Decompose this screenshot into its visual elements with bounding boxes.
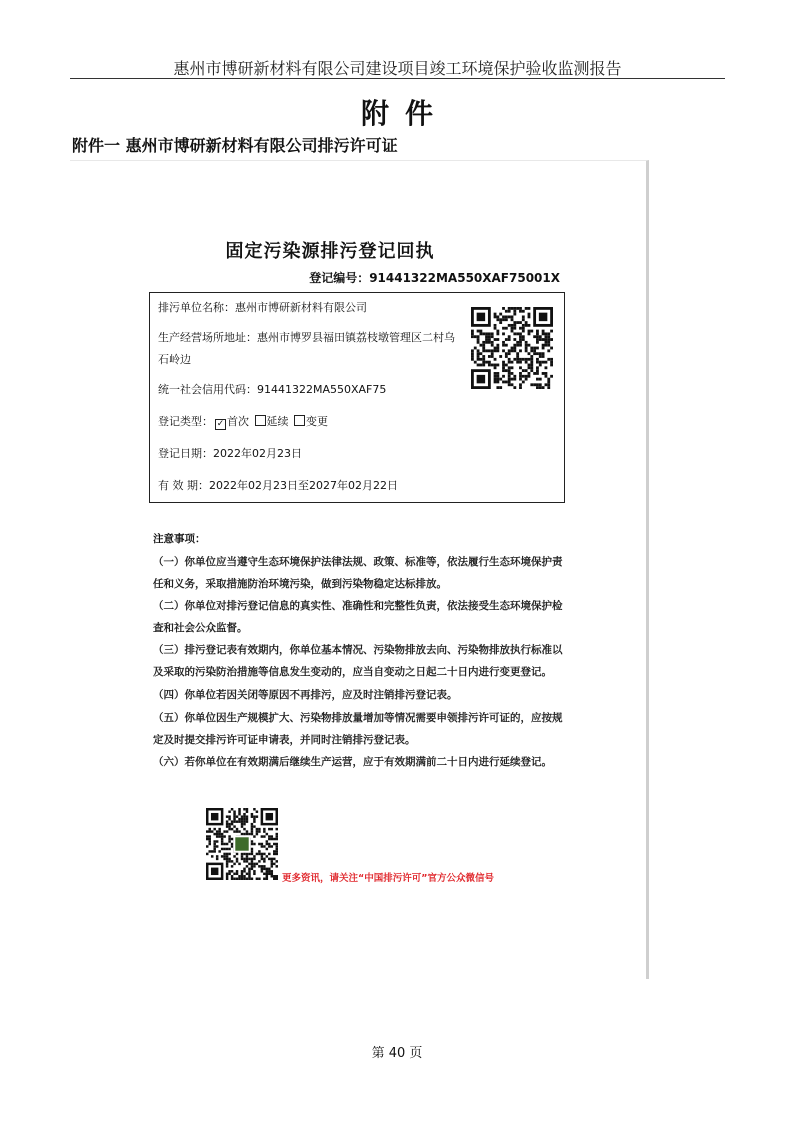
running-header: 惠州市博研新材料有限公司建设项目竣工环境保护验收监测报告	[173, 59, 622, 78]
option-first: 首次	[227, 415, 249, 428]
checkbox-empty-icon	[255, 415, 266, 426]
credit-code: 统一社会信用代码：91441322MA550XAF75	[158, 383, 387, 396]
notes-item: （一）你单位应当遵守生态环境保护法律法规、政策、标准等，依法履行生态环境保护责任和义务，采取措施防治环境污染，做到污染物稳定达标排放。	[153, 556, 563, 590]
registration-type-label: 登记类型：	[158, 415, 213, 428]
attachment-subtitle: 附件一 惠州市博研新材料有限公司排污许可证	[72, 136, 398, 155]
wechat-promo-text: 更多资讯，请关注“中国排污许可”官方公众微信号	[282, 873, 494, 884]
notes-item: （六）若你单位在有效期满后继续生产运营，应于有效期满前二十日内进行延续登记。	[153, 756, 552, 768]
notes-title: 注意事项：	[153, 533, 206, 545]
attachment-title: 附件	[360, 97, 449, 130]
registration-number: 登记编号：91441322MA550XAF75001X	[309, 271, 560, 285]
page-number: 第 40 页	[371, 1046, 423, 1061]
wechat-qr-code-icon	[206, 808, 278, 880]
registration-type	[158, 411, 328, 433]
checkbox-checked-icon: ✓	[216, 419, 225, 429]
registration-date: 登记日期：2022年02月23日	[158, 447, 302, 460]
registration-qr-code-icon	[471, 307, 553, 389]
header-divider	[70, 78, 725, 79]
notes-item: （五）你单位因生产规模扩大、污染物排放量增加等情况需要申领排污许可证的，应按规定及时提交排污许可证申请表，并同时注销排污登记表。	[153, 712, 563, 746]
validity-period: 有 效 期：2022年02月23日至2027年02月22日	[158, 479, 398, 492]
certificate-sheet	[70, 160, 649, 979]
certificate-title: 固定污染源排污登记回执	[225, 241, 435, 262]
option-change: 变更	[306, 415, 328, 428]
checkbox-empty-icon	[294, 415, 305, 426]
notes-item: （三）排污登记表有效期内，你单位基本情况、污染物排放去向、污染物排放执行标准以及采取的污染防治措施等信息发生变动的，应当自变动之日起二十日内进行变更登记。	[153, 644, 563, 678]
unit-name: 排污单位名称：惠州市博研新材料有限公司	[158, 301, 367, 314]
site-address: 生产经营场所地址：惠州市博罗县福田镇荔枝墩管理区二村乌石岭边	[158, 331, 455, 366]
registration-info-box	[149, 292, 565, 503]
option-extend: 延续	[266, 415, 289, 428]
notes-item: （四）你单位若因关闭等原因不再排污，应及时注销排污登记表。	[153, 689, 458, 701]
notes-item: （二）你单位对排污登记信息的真实性、准确性和完整性负责，依法接受生态环境保护检查和社会公众监督。	[153, 600, 563, 634]
